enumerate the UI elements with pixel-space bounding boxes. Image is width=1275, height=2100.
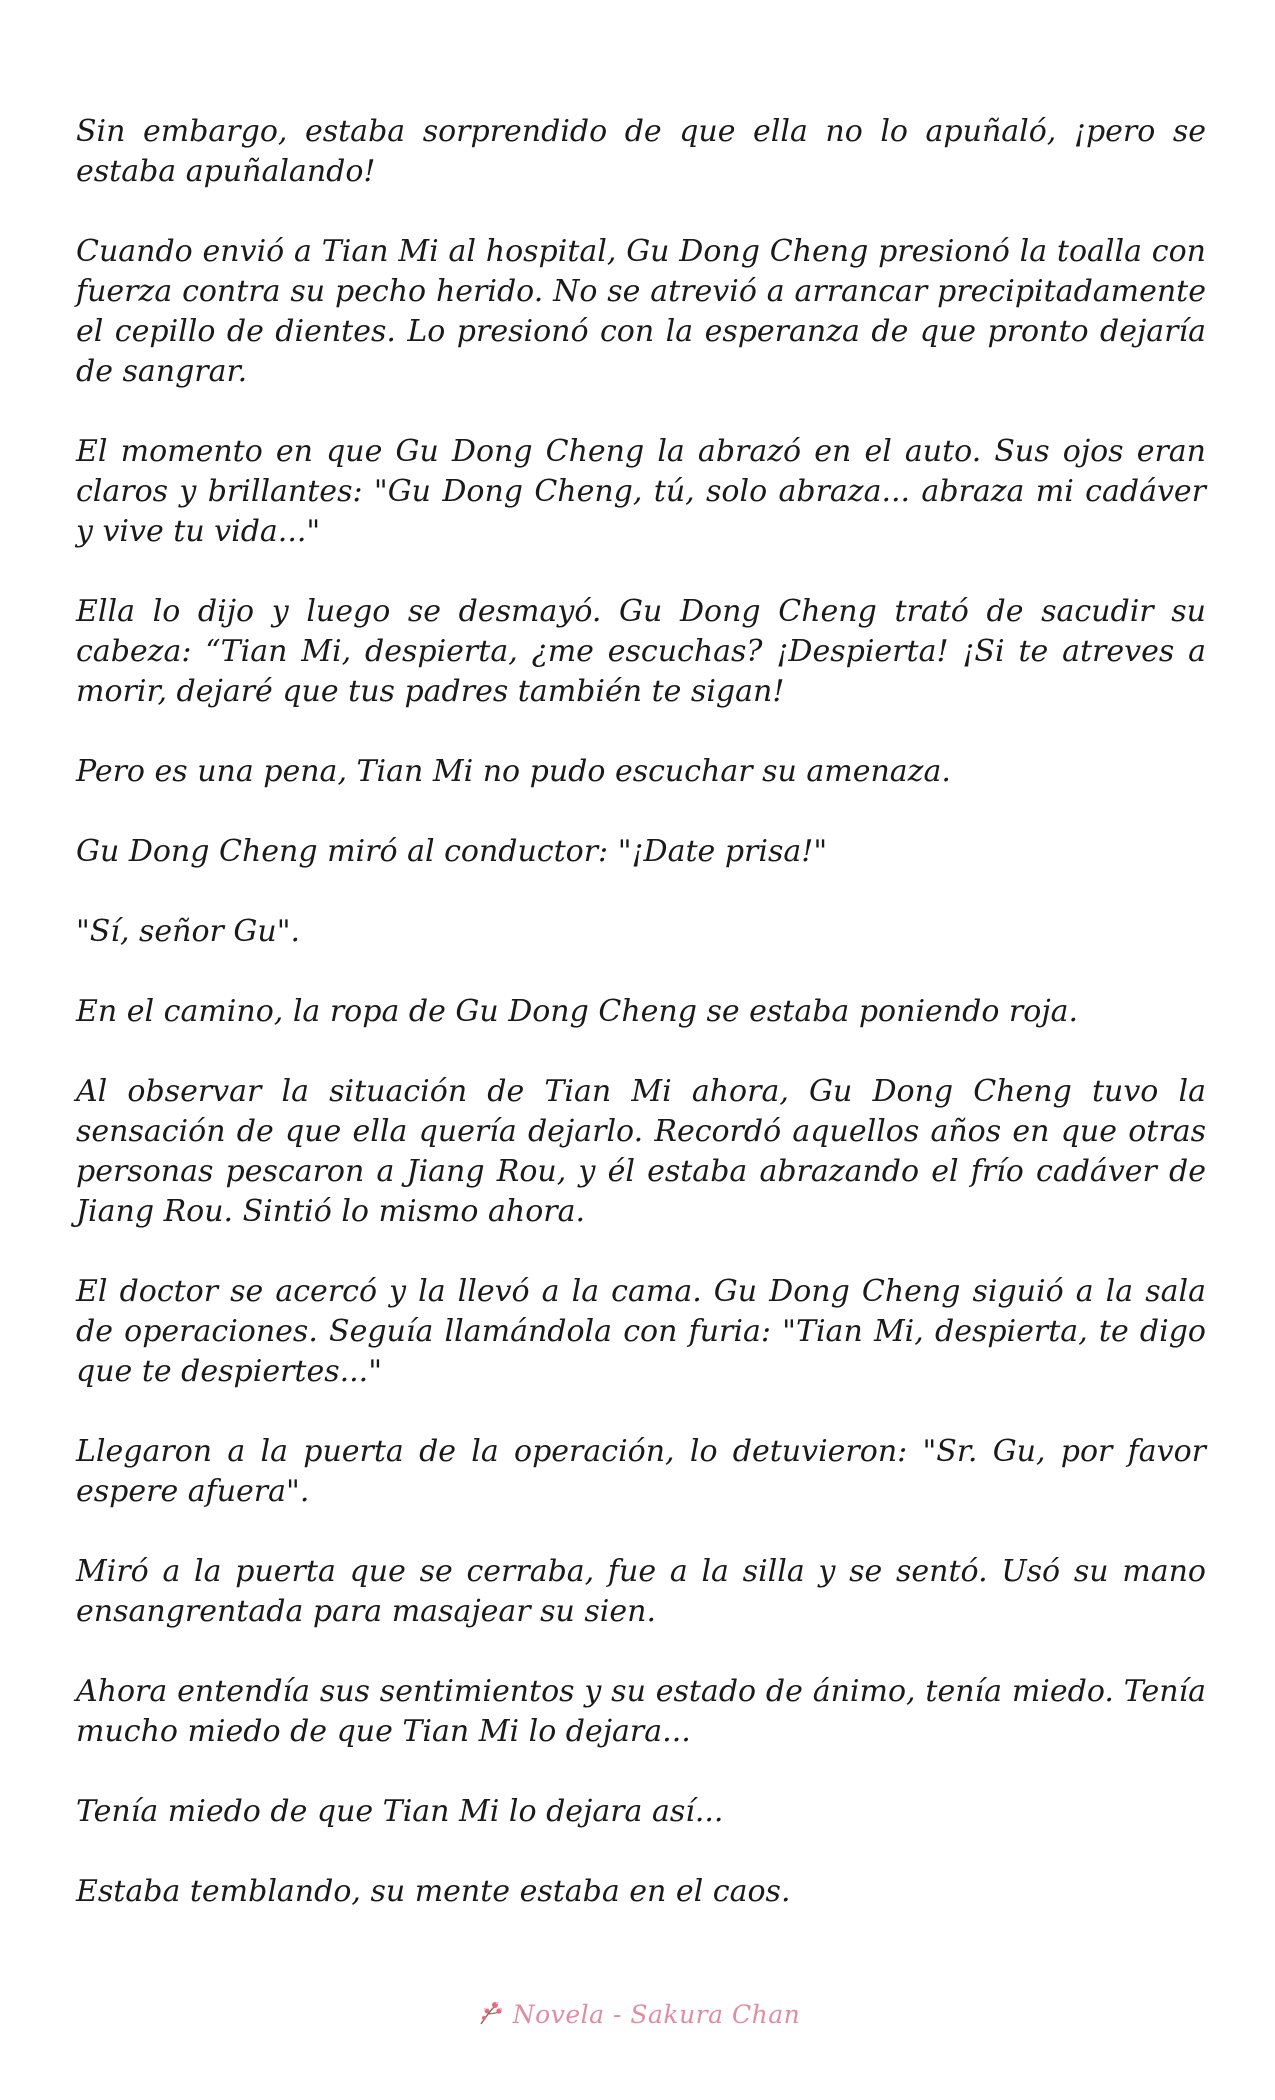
paragraph: El doctor se acercó y la llevó a la cama. Gu Dong Cheng siguió a la sala de operaciones. Seguía llamándola con furia: "Tian Mi, despierta, te digo que te despiertes..."	[76, 1274, 1206, 1389]
paragraph: Sin embargo, estaba sorprendido de que ella no lo apuñaló, ¡pero se estaba apuñalando!	[76, 114, 1206, 189]
chapter-text	[76, 112, 1206, 1952]
paragraph: En el camino, la ropa de Gu Dong Cheng se estaba poniendo roja.	[76, 994, 1079, 1029]
paragraph: Tenía miedo de que Tian Mi lo dejara así...	[76, 1794, 724, 1829]
paragraph: "Sí, señor Gu".	[76, 914, 301, 949]
paragraph: El momento en que Gu Dong Cheng la abrazó en el auto. Sus ojos eran claros y brillantes: "Gu Dong Cheng, tú, solo abraza... abraza mi cadáver y vive tu vida..."	[76, 434, 1206, 549]
sakura-flower-icon	[475, 1998, 507, 2030]
paragraph: Cuando envió a Tian Mi al hospital, Gu Dong Cheng presionó la toalla con fuerza contra su pecho herido. No se atrevió a arrancar precipitadamente el cepillo de dientes. Lo presionó con la esperanza de que pronto dejaría de sangrar.	[76, 234, 1206, 389]
paragraph: Gu Dong Cheng miró al conductor: "¡Date prisa!"	[76, 834, 828, 869]
footer-text: Novela - Sakura Chan	[512, 1999, 801, 2029]
footer-credit	[475, 1998, 800, 2030]
paragraph: Llegaron a la puerta de la operación, lo detuvieron: "Sr. Gu, por favor espere afuera".	[76, 1434, 1206, 1509]
paragraph: Pero es una pena, Tian Mi no pudo escuchar su amenaza.	[76, 754, 951, 789]
paragraph: Estaba temblando, su mente estaba en el caos.	[76, 1874, 791, 1909]
paragraph: Ella lo dijo y luego se desmayó. Gu Dong Cheng trató de sacudir su cabeza: “Tian Mi, despierta, ¿me escuchas? ¡Despierta! ¡Si te atreves a morir, dejaré que tus padres también te sigan!	[76, 594, 1206, 709]
paragraph: Ahora entendía sus sentimientos y su estado de ánimo, tenía miedo. Tenía mucho miedo de que Tian Mi lo dejara...	[76, 1674, 1206, 1749]
paragraph: Miró a la puerta que se cerraba, fue a la silla y se sentó. Usó su mano ensangrentada para masajear su sien.	[76, 1554, 1206, 1629]
paragraph: Al observar la situación de Tian Mi ahora, Gu Dong Cheng tuvo la sensación de que ella quería dejarlo. Recordó aquellos años en que otras personas pescaron a Jiang Rou, y él estaba abrazando el frío cadáver de Jiang Rou. Sintió lo mismo ahora.	[76, 1074, 1206, 1229]
footer-watermark	[0, 1992, 1275, 2036]
